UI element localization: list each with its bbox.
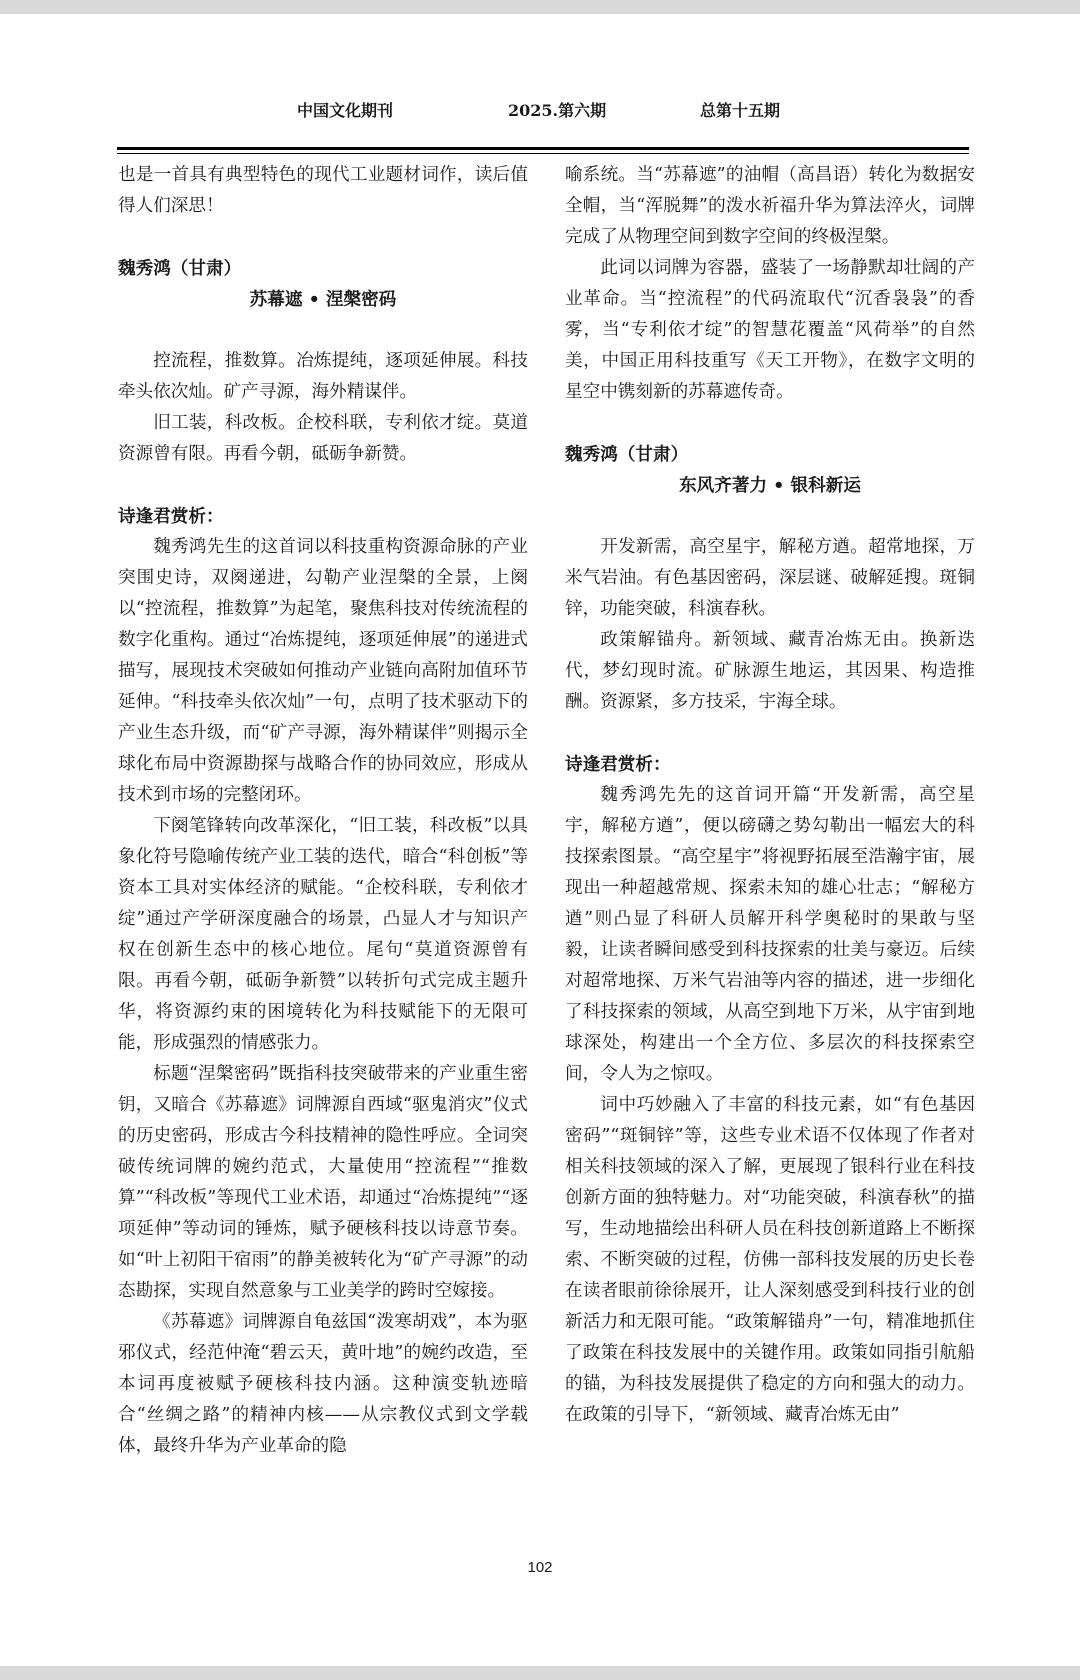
poem1-author: 魏秀鸿（甘肃） (118, 258, 242, 279)
poem1-analysis-heading: 诗逢君赏析： (118, 506, 224, 527)
poem2-author: 魏秀鸿（甘肃） (565, 444, 689, 465)
poem2-stanza-1: 开发新需，高空星宇，解秘方遒。超常地探，万米气岩油。有色基因密码，深层谜、破解延搜。斑铜锌，功能突破，科演春秋。 (565, 537, 975, 619)
page-number: 102 (527, 1559, 553, 1576)
journal-page (0, 14, 1080, 1666)
poem2-analysis-paragraph: 魏秀鸿先先的这首词开篇“开发新需，高空星宇，解秘方遒”，便以磅礴之势勾勒出一幅宏大的科技探索图景。“高空星宇”将视野拓展至浩瀚宇宙，展现出一种超越常规、探索未知的雄心壮志；“解秘方遒”则凸显了科研人员解开科学奥秘时的果敢与坚毅，让读者瞬间感受到科技探索的壮美与豪迈。后续对超常地探、万米气岩油等内容的描述，进一步细化了科技探索的领域，从高空到地下万米，从宇宙到地球深处，构建出一个全方位、多层次的科技探索空间，令人为之惊叹。 (565, 785, 975, 1084)
intro-tail-paragraph: 也是一首具有典型特色的现代工业题材词作，读后值得人们深思！ (118, 165, 528, 216)
poem1-stanza-2: 旧工装，科改板。企校科联，专利依才绽。莫道资源曾有限。再看今朝，砥砺争新赞。 (118, 413, 528, 464)
poem1-title: 苏幕遮 • 涅槃密码 (249, 289, 397, 310)
poem2-analysis-heading: 诗逢君赏析： (565, 754, 671, 775)
poem2-analysis-paragraph: 词中巧妙融入了丰富的科技元素，如“有色基因密码”“斑铜锌”等，这些专业术语不仅体现了作者对相关科技领域的深入了解，更展现了银科行业在科技创新方面的独特魅力。对“功能突破，科演春秋”的描写，生动地描绘出科研人员在科技创新道路上不断探索、不断突破的过程，仿佛一部科技发展的历史长卷在读者眼前徐徐展开，让人深刻感受到科技行业的创新活力和无限可能。“政策解锚舟”一句，精准地抓住了政策在科技发展中的关键作用。政策如同指引航船的锚，为科技发展提供了稳定的方向和强大的动力。在政策的引导下，“新领域、藏青冶炼无由” (565, 1095, 975, 1425)
running-header (0, 98, 1080, 128)
poem1-analysis-paragraph: 下阕笔锋转向改革深化，“旧工装，科改板”以具象化符号隐喻传统产业工装的迭代，暗合“科创板”等资本工具对实体经济的赋能。“企校科联，专利依才绽”通过产学研深度融合的场景，凸显人才与知识产权在创新生态中的核心地位。尾句“莫道资源曾有限。再看今朝，砥砺争新赞”以转折句式完成主题升华，将资源约束的困境转化为科技赋能下的无限可能，形成强烈的情感张力。 (118, 816, 528, 1053)
poem1-stanza-1: 控流程，推数算。冶炼提纯，逐项延伸展。科技牵头依次灿。矿产寻源，海外精谋伴。 (118, 351, 528, 402)
right-column (565, 160, 975, 1431)
poem1-analysis-continuation: 喻系统。当“苏幕遮”的油帽（高昌语）转化为数据安全帽，当“浑脱舞”的泼水祈福升华为算法淬火，词牌完成了从物理空间到数字空间的终极涅槃。 (565, 165, 975, 247)
poem1-analysis-paragraph: 此词以词牌为容器，盛装了一场静默却壮阔的产业革命。当“控流程”的代码流取代“沉香袅袅”的香雾，当“专利依才绽”的智慧花覆盖“风荷举”的自然美，中国正用科技重写《天工开物》，在数字文明的星空中镌刻新的苏幕遮传奇。 (565, 258, 975, 402)
poem2-stanza-2: 政策解锚舟。新领域、藏青冶炼无由。换新迭代，梦幻现时流。矿脉源生地运，其因果、构造推酬。资源紧，多方技采，宇海全球。 (565, 630, 975, 712)
total-issue: 总第十五期 (700, 101, 781, 120)
poem1-analysis-paragraph: 《苏幕遮》词牌源自龟兹国“泼寒胡戏”，本为驱邪仪式，经范仲淹“碧云天，黄叶地”的婉约改造，至本词再度被赋予硬核科技内涵。这种演变轨迹暗合“丝绸之路”的精神内核——从宗教仪式到文学载体，最终升华为产业革命的隐 (118, 1312, 528, 1456)
poem1-analysis-paragraph: 标题“涅槃密码”既指科技突破带来的产业重生密钥，又暗合《苏幕遮》词牌源自西域“驱鬼消灾”仪式的历史密码，形成古今科技精神的隐性呼应。全词突破传统词牌的婉约范式，大量使用“控流程”“推数算”“科改板”等现代工业术语，却通过“冶炼提纯”“逐项延伸”等动词的锤炼，赋予硬核科技以诗意节奏。如“叶上初阳干宿雨”的静美被转化为“矿产寻源”的动态勘探，实现自然意象与工业美学的跨时空嫁接。 (118, 1064, 528, 1301)
left-column (118, 160, 528, 1462)
issue-number: 2025.第六期 (508, 101, 607, 120)
poem2-title: 东风齐著力 • 银科新运 (679, 475, 861, 496)
poem1-analysis-paragraph: 魏秀鸿先生的这首词以科技重构资源命脉的产业突围史诗，双阕递进，勾勒产业涅槃的全景，上阕以“控流程，推数算”为起笔，聚焦科技对传统流程的数字化重构。通过“冶炼提纯，逐项延伸展”的递进式描写，展现技术突破如何推动产业链向高附加值环节延伸。“科技牵头依次灿”一句，点明了技术驱动下的产业生态升级，而“矿产寻源，海外精谋伴”则揭示全球化布局中资源勘探与战略合作的协同效应，形成从技术到市场的完整闭环。 (118, 537, 528, 805)
header-rule-thin (117, 153, 969, 154)
journal-name: 中国文化期刊 (297, 101, 394, 120)
header-rule-thick (117, 147, 969, 150)
